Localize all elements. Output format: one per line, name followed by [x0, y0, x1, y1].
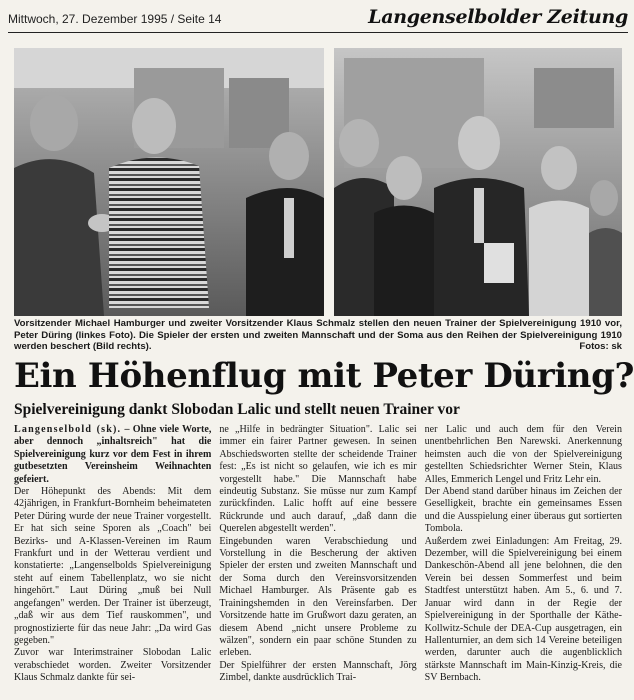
paragraph: Eingebunden waren Verabschiedung und Vorstellung in die Bescherung der aktiven Spieler der ersten und zweiten Mannschaft und der Soma durch den Vereinsvorsitzenden Michael Hamburger. Als Präsente gab es Trainingshemden in den Vereinsfarben. Der Vorsitzende hatte im Grußwort dazu geraten, an diesem Abend „nicht unsere Probleme zu wälzen", sondern ein paar schöne Stunden zu erleben.	[219, 535, 417, 659]
paragraph: Der Abend stand darüber hinaus im Zeichen der Geselligkeit, brachte ein gemeinsames Essen und die Ausspielung einer überaus gut sortierten Tombola.	[424, 486, 622, 535]
photo-caption	[14, 318, 622, 353]
lead-text: – Ohne viele Worte, aber dennoch „inhaltsreich" hat die Spielvereinigung kurz vor dem Fest in ihrem gutbesetzten Vereinsheim Weihnachten gefeiert.	[14, 424, 212, 485]
photo-credit: Fotos: sk	[579, 341, 622, 352]
article-column-3	[425, 424, 622, 696]
dateline: Mittwoch, 27. Dezember 1995 / Seite 14	[8, 12, 222, 26]
newspaper-title: Langenselbolder Zeitung	[368, 6, 628, 28]
paragraph: Außerdem zwei Einladungen: Am Freitag, 29. Dezember, will die Spielvereinigung bei einem Dankeschön-Abend all jene belohnen, die den Verein bei dessen Sommerfest und beim Stadtfest unterstützt haben. Am 5., 6. und 7. Januar wird dann in der Regie der Spielvereinigung in der Sporthalle der Käthe-Kollwitz-Schule der DEA-Cup ausgetragen, ein Hallenturnier, an dem sich 14 Vereine beteiligen werden, darunter auch die augenblicklich stärkste Mannschaft im Main-Kinzig-Kreis, die SV Bernbach.	[424, 535, 622, 684]
photo-trainer-presentation	[14, 48, 324, 316]
article-subheadline: Spielvereinigung dankt Slobodan Lalic und stellt neuen Trainer vor	[14, 401, 460, 418]
paragraph: ne „Hilfe in bedrängter Situation". Lalic sei immer ein fairer Partner gewesen. In seinen Abschiedsworten stellte der scheidende Trainer fest: „Es ist nicht so gelaufen, wie ich es mir vorgestellt habe." Die Mannschaft habe eindeutig Substanz. Sie müsse nur zum Kampf zurückfinden. Lalic hofft auf eine bessere Rückrunde und auch darauf, „daß dann die Querelen abgestellt werden".	[219, 424, 417, 535]
paragraph: ner Lalic und auch dem für den Verein unentbehrlichen Ben Narewski. Anerkennung heimsten auch die von der Spielvereinigung gestellten Schiedsrichter Werner Stein, Klaus Alles, Emmerich Lengel und Fritz Lehr ein.	[424, 424, 622, 485]
article-lead	[14, 424, 211, 486]
paragraph: Der Höhepunkt des Abends: Mit dem 42jährigen, in Frankfurt-Bornheim beheimateten Peter Düring wurde der neue Trainer vorgestellt. Er hat sich seine Sporen als „Coach" bei Bezirks- und A-Klassen-Vereinen im Raum Frankfurt und in der Wetterau verdient und konstatierte: „Langenselbolds Spielvereinigung steht auf einem Tabellenplatz, wo sie nicht hingehört." Laut Düring „muß bei Null angefangen" werden. Der Trainer ist überzeugt, „daß wir aus dem Tief rauskommen", und prognostizierte für das neue Jahr: „Da wird Gas gegeben."	[14, 486, 212, 646]
article-headline: Ein Höhenflug mit Peter Düring?	[14, 356, 634, 396]
paragraph: Zuvor war Interimstrainer Slobodan Lalic verabschiedet worden. Zweiter Vorsitzender Klaus Schmalz dankte für sei-	[14, 647, 212, 684]
photo-players-presents	[334, 48, 622, 316]
article-body	[14, 424, 622, 696]
caption-text: Vorsitzender Michael Hamburger und zweiter Vorsitzender Klaus Schmalz stellen den neuen Trainer der Spielvereinigung 1910 vor, Peter Düring (linkes Foto). Die Spieler der ersten und zweiten Mannschaft und der Soma aus den Reihen der Spielvereinigung 1910 werden beschert (Bild rechts).	[14, 318, 622, 352]
paragraph: Der Spielführer der ersten Mannschaft, Jörg Zimbel, dankte ausdrücklich Trai-	[219, 659, 417, 684]
article-column-1	[14, 424, 211, 696]
article-column-2	[219, 424, 416, 696]
lead-place: Langenselbold (sk).	[14, 424, 122, 435]
photo-row	[14, 48, 622, 316]
masthead	[8, 6, 628, 33]
